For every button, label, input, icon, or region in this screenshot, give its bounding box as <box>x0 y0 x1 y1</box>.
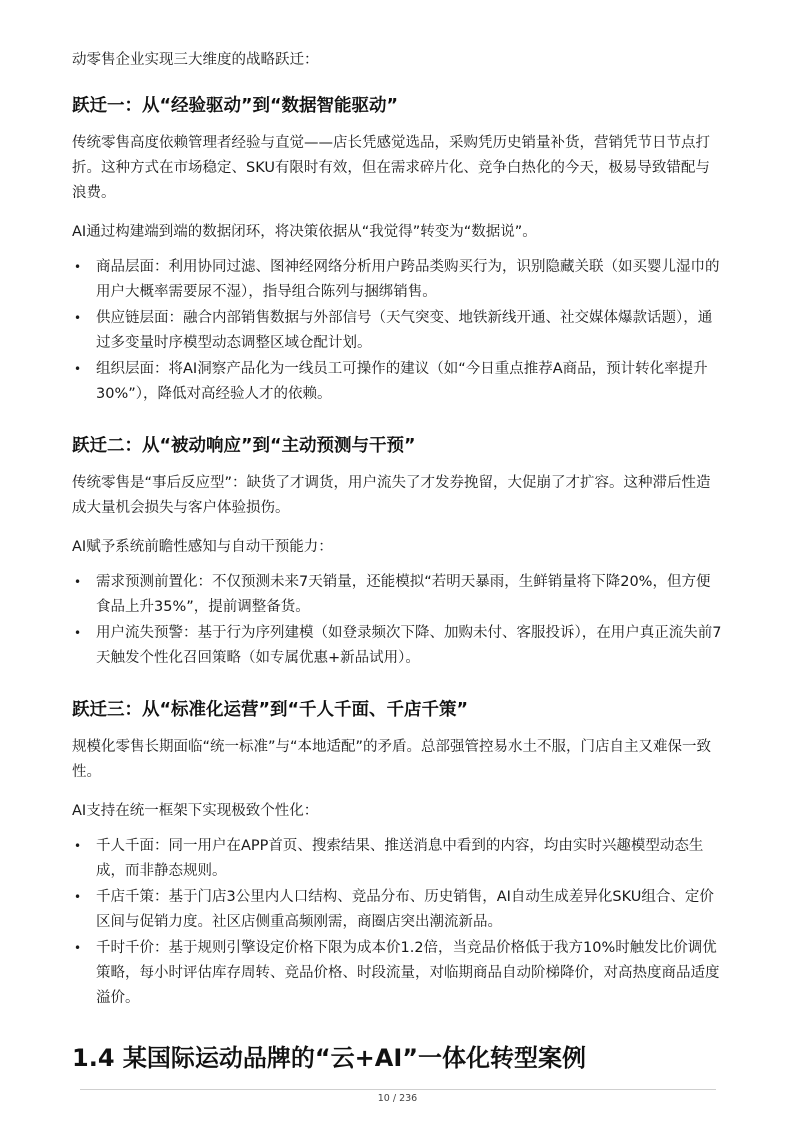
list-item-text: 商品层面：利用协同过滤、图神经网络分析用户跨品类购买行为，识别隐藏关联（如买婴儿湿巾的用户大概率需要尿不湿），指导组合陈列与捆绑销售。 <box>96 259 720 300</box>
bullet-icon: • <box>74 839 82 853</box>
list-item-text: 用户流失预警：基于行为序列建模（如登录频次下降、加购未付、客服投诉），在用户真正流失前7天触发个性化召回策略（如专属优惠+新品试用）。 <box>96 625 722 666</box>
section-paragraph: 规模化零售长期面临“统一标准”与“本地适配”的矛盾。总部强管控易水土不服，门店自主又难保一致性。 <box>72 739 712 780</box>
list-item <box>72 885 724 935</box>
list-item <box>72 306 724 356</box>
bullet-list <box>72 834 724 1011</box>
list-item-text: 千店千策：基于门店3公里内人口结构、竞品分布、历史销售，AI自动生成差异化SKU组合、定价区间与促销力度。社区店侧重高频刚需，商圈店突出潮流新品。 <box>96 889 714 930</box>
bullet-icon: • <box>74 575 82 589</box>
section-heading: 跃迁三：从“标准化运营”到“千人千面、千店千策” <box>72 700 469 720</box>
intro-text: 动零售企业实现三大维度的战略跃迁： <box>72 52 319 68</box>
bullet-list <box>72 570 724 671</box>
list-item-text: 组织层面：将AI洞察产品化为一线员工可操作的建议（如“今日重点推荐A商品，预计转化率提升30%”），降低对高经验人才的依赖。 <box>96 361 708 402</box>
section-leap-3 <box>72 697 724 1011</box>
list-item-text: 千时千价：基于规则引擎设定价格下限为成本价1.2倍，当竞品价格低于我方10%时触发比价调优策略，每小时评估库存周转、竞品价格、时段流量，对临期商品自动阶梯降价，对高热度商品适度溢价。 <box>96 940 720 1006</box>
section-lead: AI通过构建端到端的数据闭环，将决策依据从“我觉得”转变为“数据说”。 <box>72 224 537 240</box>
document-page <box>72 48 724 1075</box>
section-heading: 跃迁二：从“被动响应”到“主动预测与干预” <box>72 436 416 456</box>
section-heading: 跃迁一：从“经验驱动”到“数据智能驱动” <box>72 96 399 116</box>
bullet-icon: • <box>74 890 82 904</box>
section-lead: AI赋予系统前瞻性感知与自动干预能力： <box>72 539 333 555</box>
list-item-text: 千人千面：同一用户在APP首页、搜索结果、推送消息中看到的内容，均由实时兴趣模型动态生成，而非静态规则。 <box>96 838 704 879</box>
section-leap-2 <box>72 433 724 671</box>
list-item <box>72 621 724 671</box>
section-paragraph: 传统零售高度依赖管理者经验与直觉——店长凭感觉选品，采购凭历史销量补货，营销凭节日节点打折。这种方式在市场稳定、SKU有限时有效，但在需求碎片化、竞争白热化的今天，极易导致错配与浪费。 <box>72 135 710 201</box>
bullet-icon: • <box>74 260 82 274</box>
list-item <box>72 936 724 1011</box>
list-item-text: 供应链层面：融合内部销售数据与外部信号（天气突变、地铁新线开通、社交媒体爆款话题），通过多变量时序模型动态调整区域仓配计划。 <box>96 310 713 351</box>
page-number: 10 / 236 <box>377 1093 418 1104</box>
bullet-icon: • <box>74 941 82 955</box>
bullet-list <box>72 255 724 407</box>
bullet-icon: • <box>74 362 82 376</box>
list-item <box>72 357 724 407</box>
list-item <box>72 255 724 305</box>
list-item-text: 需求预测前置化：不仅预测未来7天销量，还能模拟“若明天暴雨，生鲜销量将下降20%，但方便食品上升35%”，提前调整备货。 <box>96 574 711 615</box>
footer-divider <box>80 1089 716 1090</box>
bullet-icon: • <box>74 311 82 325</box>
section-paragraph: 传统零售是“事后反应型”：缺货了才调货，用户流失了才发券挽留，大促崩了才扩容。这种滞后性造成大量机会损失与客户体验损伤。 <box>72 475 711 516</box>
list-item <box>72 570 724 620</box>
bullet-icon: • <box>74 626 82 640</box>
chapter-heading: 1.4 某国际运动品牌的“云+AI”一体化转型案例 <box>72 1044 587 1072</box>
section-leap-1 <box>72 93 724 407</box>
section-lead: AI支持在统一框架下实现极致个性化： <box>72 803 319 819</box>
list-item <box>72 834 724 884</box>
